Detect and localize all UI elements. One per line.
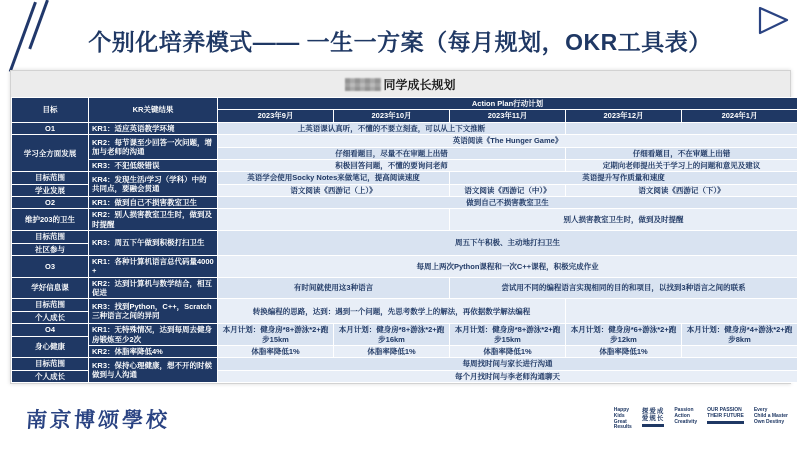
table-cell: 本月计划：健身房*6+游泳*2+跑步12km	[566, 324, 681, 345]
table-cell: 目标范围	[12, 231, 88, 242]
table-row	[12, 299, 797, 310]
table-cell: KR2：达到计算机与数学结合，相互促进	[89, 278, 217, 299]
table-cell: KR1：无特殊情况，达到每周去健身房锻炼至少2次	[89, 324, 217, 345]
table-cell: 英语学会使用Socky Notes来做笔记，提高阅读速度	[218, 172, 449, 183]
objective-academic: 学业发展	[12, 185, 88, 196]
objective-o2: O2	[12, 197, 88, 208]
footer-logo-text: 探爱成	[641, 408, 665, 415]
table-cell: 仔细看题目，尽量不在审题上出错	[218, 148, 565, 159]
redacted-student-name	[345, 78, 381, 91]
table-cell: 尝试用不同的编程语言实现相同的目的和项目，以找到3种语言之间的联系	[450, 278, 797, 299]
table-cell: KR2：体脂率降低4%	[89, 346, 217, 357]
footer-logo	[707, 408, 744, 424]
footer-logo-text: Great	[613, 418, 627, 425]
objective-personal-growth: 个人成长	[12, 312, 88, 323]
okr-table	[11, 97, 798, 383]
table-cell: KR3：周五下午做到积极打扫卫生	[89, 231, 217, 255]
table-cell: KR2：每节课至少回答一次问题，增加与老师的沟通	[89, 135, 217, 159]
table-row	[12, 172, 797, 183]
table-cell: KR2：别人损害教室卫生时，做到及时提醒	[89, 209, 217, 230]
table-row	[12, 358, 797, 369]
objective-community: 社区参与	[12, 244, 88, 255]
table-row	[12, 324, 797, 335]
table-cell: 体脂率降低1%	[566, 346, 681, 357]
table-row	[12, 346, 797, 357]
table-cell	[566, 299, 797, 323]
objective-personal-growth-2: 个人成长	[12, 371, 88, 382]
footer-logo-text: THEIR FUTURE	[707, 412, 744, 419]
table-cell: KR3：不犯低级错误	[89, 160, 217, 171]
table-cell: KR4：发现生活/学习（学科）中的共同点，要融会贯通	[89, 172, 217, 196]
table-row	[12, 123, 797, 134]
table-cell: 语文阅读《西游记（中）》	[450, 185, 565, 196]
footer-logo-text: Results	[613, 424, 632, 431]
footer-logo-bar	[642, 424, 665, 427]
table-row	[12, 98, 797, 109]
objective-hygiene: 维护203的卫生	[12, 209, 88, 230]
footer-logo	[642, 408, 665, 427]
table-cell: KR3：找到Python，C++，Scratch三种语言之间的异同	[89, 299, 217, 323]
table-row	[12, 209, 797, 230]
table-cell: 目标范围	[12, 358, 88, 369]
content-panel	[10, 70, 791, 384]
table-row	[12, 256, 797, 277]
table-cell: 本月计划：健身房*8+游泳*2+跑步15km	[450, 324, 565, 345]
footer-logo	[674, 408, 697, 425]
table-cell: 本月计划：健身房*4+游泳*2+跑步8km	[682, 324, 797, 345]
footer-logo	[754, 408, 788, 425]
table-cell: 目标范围	[12, 299, 88, 310]
table-cell: 语文阅读《西游记（下）》	[566, 185, 797, 196]
table-cell: 每周上两次Python课程和一次C++课程，积极完成作业	[218, 256, 797, 277]
footer-logo-text: Happy	[613, 407, 630, 413]
header-month-sep: 2023年9月	[218, 110, 333, 121]
header-month-jan: 2024年1月	[682, 110, 797, 121]
table-cell	[682, 346, 797, 357]
footer-logo-text: Kids	[613, 412, 625, 419]
footer-logo-text: Child a Master	[753, 412, 788, 419]
table-cell: 转换编程的思路，达到：遇到一个问题，先思考数学上的解法，再依据数学解法编程	[218, 299, 565, 323]
header-goal: 目标	[12, 98, 88, 122]
table-cell: 体脂率降低1%	[218, 346, 333, 357]
table-cell: 周五下午积极、主动地打扫卫生	[218, 231, 797, 255]
footer-logos	[614, 408, 788, 431]
table-row	[12, 135, 797, 146]
table-cell: KR1：做到自己不损害教室卫生	[89, 197, 217, 208]
table-cell: 体脂率降低1%	[450, 346, 565, 357]
footer-logo-text: Creativity	[674, 418, 698, 425]
school-logo: 南京博颂學校	[25, 407, 171, 432]
footer-logo-text: Action	[674, 412, 690, 419]
table-title: 同学成长规划	[383, 77, 456, 92]
footer-logo-bar	[707, 421, 744, 424]
slide-title: 个别化培养模式—— 一生一方案（每月规划，OKR工具表）	[88, 29, 712, 55]
table-cell: 定期向老师提出关于学习上的问题和意见及建议	[566, 160, 797, 171]
table-cell: 积极回答问题，不懂的要询问老师	[218, 160, 565, 171]
table-row	[12, 160, 797, 171]
objective-o4: O4	[12, 324, 88, 335]
footer-logo-text: OUR PASSION	[707, 407, 742, 413]
header-kr: KR关键结果	[89, 98, 217, 122]
okr-table-body	[12, 98, 797, 382]
table-cell: KR3：保持心理健康，想不开的时候做到与人沟通	[89, 358, 217, 382]
table-cell: KR1：各种计算机语言总代码量4000+	[89, 256, 217, 277]
table-cell: KR1：适应英语教学环境	[89, 123, 217, 134]
header-month-nov: 2023年11月	[450, 110, 565, 121]
footer-logo	[614, 408, 632, 431]
objective-o3: O3	[12, 256, 88, 277]
table-cell: 有时间就使用这3种语言	[218, 278, 449, 299]
table-cell: 仔细看题目，不在审题上出错	[566, 148, 797, 159]
table-cell: 体脂率降低1%	[334, 346, 449, 357]
table-cell: 英语提升写作质量和速度	[450, 172, 797, 183]
table-cell: 做到自己不损害教室卫生	[218, 197, 797, 208]
header-month-oct: 2023年10月	[334, 110, 449, 121]
objective-health: 身心健康	[12, 337, 88, 358]
footer-logo-text: 爱规长	[641, 415, 665, 423]
footer-logo-text: Own Destiny	[753, 418, 785, 425]
table-cell	[218, 209, 449, 230]
table-cell: 本月计划：健身房*8+游泳*2+跑步15km	[218, 324, 333, 345]
footer-logo-text: Passion	[674, 407, 694, 413]
table-cell: 本月计划：健身房*8+游泳*2+跑步16km	[334, 324, 449, 345]
table-cell	[566, 123, 797, 134]
table-row	[12, 278, 797, 299]
table-title-bar	[11, 71, 790, 97]
table-cell: 上英语课认真听，不懂的不要立刻查，可以从上下文推断	[218, 123, 565, 134]
table-cell: 别人损害教室卫生时，做到及时提醒	[450, 209, 797, 230]
table-row	[12, 231, 797, 242]
objective-it: 学好信息课	[12, 278, 88, 299]
table-row	[12, 197, 797, 208]
header-action-plan: Action Plan行动计划	[218, 98, 797, 109]
table-cell: 目标范围	[12, 172, 88, 183]
table-cell: 每个月找时间与李老师沟通聊天	[218, 371, 797, 382]
objective-o1: O1	[12, 123, 88, 134]
table-cell: 英语阅读《The Hunger Game》	[218, 135, 797, 146]
footer-logo-text: Every	[753, 407, 768, 413]
objective-study: 学习全方面发展	[12, 135, 88, 171]
table-cell: 语文阅读《西游记（上）》	[218, 185, 449, 196]
table-cell: 每周找时间与家长进行沟通	[218, 358, 797, 369]
header-month-dec: 2023年12月	[566, 110, 681, 121]
